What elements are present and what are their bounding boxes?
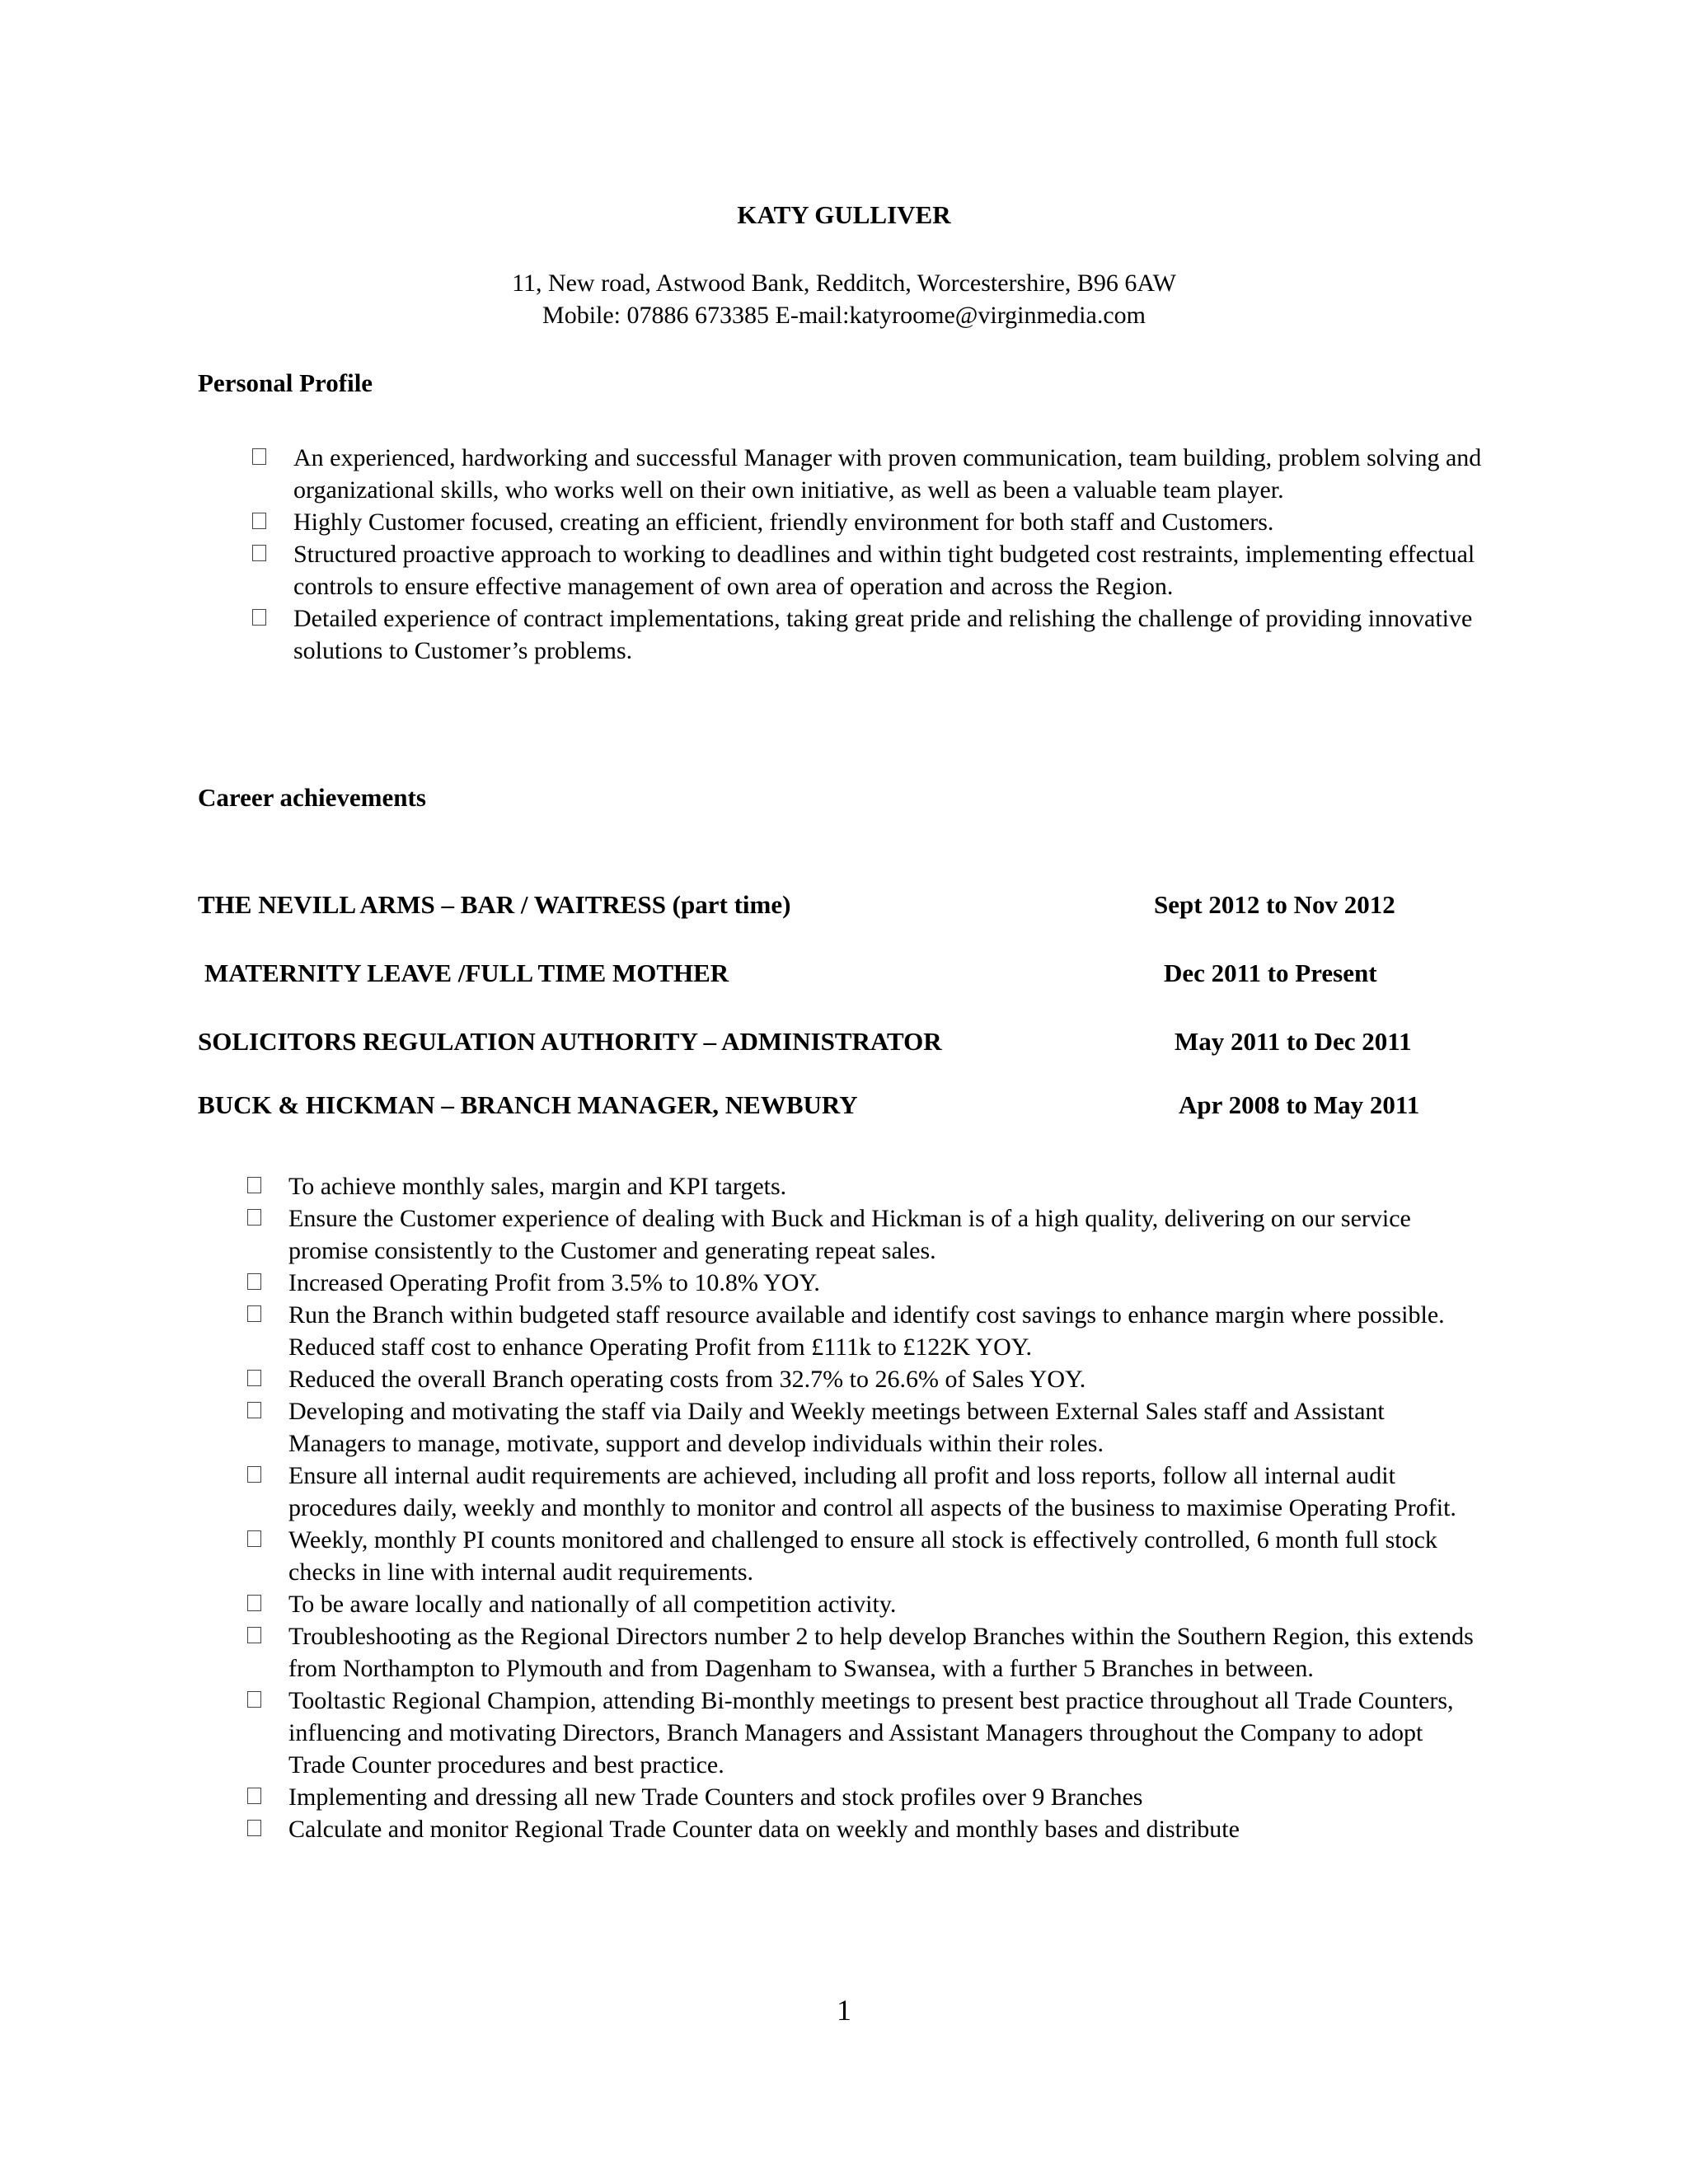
list-item: Implementing and dressing all new Trade Counters and stock profiles over 9 Branches xyxy=(247,1781,1484,1813)
list-item: Developing and motivating the staff via Daily and Weekly meetings between External Sales staff and Assistant Managers to manage, motivate, support and develop individuals within their roles. xyxy=(247,1395,1484,1460)
address-line: 11, New road, Astwood Bank, Redditch, Worcestershire, B96 6AW xyxy=(512,269,1176,297)
list-item: Calculate and monitor Regional Trade Counter data on weekly and monthly bases and distribute xyxy=(247,1813,1484,1845)
personal-profile-heading: Personal Profile xyxy=(198,368,373,397)
list-item: Highly Customer focused, creating an efficient, friendly environment for both staff and Customers. xyxy=(252,506,1505,538)
buck-hickman-achievements-list xyxy=(247,1170,1484,1845)
job-title: SOLICITORS REGULATION AUTHORITY – ADMINISTRATOR xyxy=(198,1027,942,1056)
list-item: An experienced, hardworking and successful Manager with proven communication, team building, problem solving and organizational skills, who works well on their own initiative, as well as been a valuable team player. xyxy=(252,442,1505,506)
list-item: Weekly, monthly PI counts monitored and challenged to ensure all stock is effectively controlled, 6 month full stock checks in line with internal audit requirements. xyxy=(247,1524,1484,1588)
list-item: Detailed experience of contract implementations, taking great pride and relishing the challenge of providing innovative solutions to Customer’s problems. xyxy=(252,602,1505,667)
checkbox-bullet-icon xyxy=(247,1402,261,1418)
checkbox-bullet-icon xyxy=(247,1466,261,1483)
list-item: Tooltastic Regional Champion, attending Bi-monthly meetings to present best practice throughout all Trade Counters, influencing and motivating Directors, Branch Managers and Assistant Managers throughout the Company to adopt Trade Counter procedures and best practice. xyxy=(247,1685,1484,1781)
list-item: Reduced the overall Branch operating costs from 32.7% to 26.6% of Sales YOY. xyxy=(247,1363,1484,1395)
checkbox-bullet-icon xyxy=(247,1370,261,1386)
contact-line: Mobile: 07886 673385 E-mail:katyroome@virginmedia.com xyxy=(542,302,1146,329)
page-number: 1 xyxy=(837,1994,851,2027)
checkbox-bullet-icon xyxy=(247,1788,261,1804)
job-dates: Dec 2011 to Present xyxy=(1164,958,1377,987)
checkbox-bullet-icon xyxy=(252,545,266,561)
list-item: Ensure all internal audit requirements are achieved, including all profit and loss reports, follow all internal audit procedures daily, weekly and monthly to monitor and control all aspects of the business to maximise Operating Profit. xyxy=(247,1460,1484,1524)
job-row xyxy=(198,888,1517,921)
job-title: THE NEVILL ARMS – BAR / WAITRESS (part time) xyxy=(198,890,791,919)
checkbox-bullet-icon xyxy=(247,1530,261,1547)
list-item: Increased Operating Profit from 3.5% to 10.8% YOY. xyxy=(247,1267,1484,1299)
list-item: To achieve monthly sales, margin and KPI targets. xyxy=(247,1170,1484,1202)
job-row xyxy=(198,957,1517,990)
list-item: Structured proactive approach to working to deadlines and within tight budgeted cost restraints, implementing effectual controls to ensure effective management of own area of operation and across the Region. xyxy=(252,538,1505,602)
checkbox-bullet-icon xyxy=(247,1273,261,1290)
checkbox-bullet-icon xyxy=(247,1305,261,1322)
job-row xyxy=(198,1089,1517,1122)
checkbox-bullet-icon xyxy=(247,1595,261,1611)
checkbox-bullet-icon xyxy=(252,609,266,626)
job-title: MATERNITY LEAVE /FULL TIME MOTHER xyxy=(204,958,729,987)
job-dates: Sept 2012 to Nov 2012 xyxy=(1154,890,1395,919)
list-item: To be aware locally and nationally of all competition activity. xyxy=(247,1588,1484,1620)
list-item: Run the Branch within budgeted staff resource available and identify cost savings to enhance margin where possible. Reduced staff cost to enhance Operating Profit from £111k to £122K YOY. xyxy=(247,1299,1484,1363)
job-row xyxy=(198,1025,1517,1058)
career-achievements-heading: Career achievements xyxy=(198,783,426,812)
candidate-name: KATY GULLIVER xyxy=(737,200,951,229)
job-title: BUCK & HICKMAN – BRANCH MANAGER, NEWBURY xyxy=(198,1090,858,1119)
job-dates: May 2011 to Dec 2011 xyxy=(1175,1027,1412,1056)
personal-profile-list xyxy=(252,442,1505,667)
job-dates: Apr 2008 to May 2011 xyxy=(1179,1090,1420,1119)
checkbox-bullet-icon xyxy=(247,1627,261,1643)
list-item: Troubleshooting as the Regional Directors number 2 to help develop Branches within the Southern Region, this extends from Northampton to Plymouth and from Dagenham to Swansea, with a further 5 Branches in between. xyxy=(247,1620,1484,1685)
list-item: Ensure the Customer experience of dealing with Buck and Hickman is of a high quality, delivering on our service promise consistently to the Customer and generating repeat sales. xyxy=(247,1202,1484,1267)
checkbox-bullet-icon xyxy=(252,448,266,465)
checkbox-bullet-icon xyxy=(252,513,266,529)
checkbox-bullet-icon xyxy=(247,1820,261,1836)
checkbox-bullet-icon xyxy=(247,1177,261,1193)
checkbox-bullet-icon xyxy=(247,1691,261,1708)
checkbox-bullet-icon xyxy=(247,1209,261,1226)
